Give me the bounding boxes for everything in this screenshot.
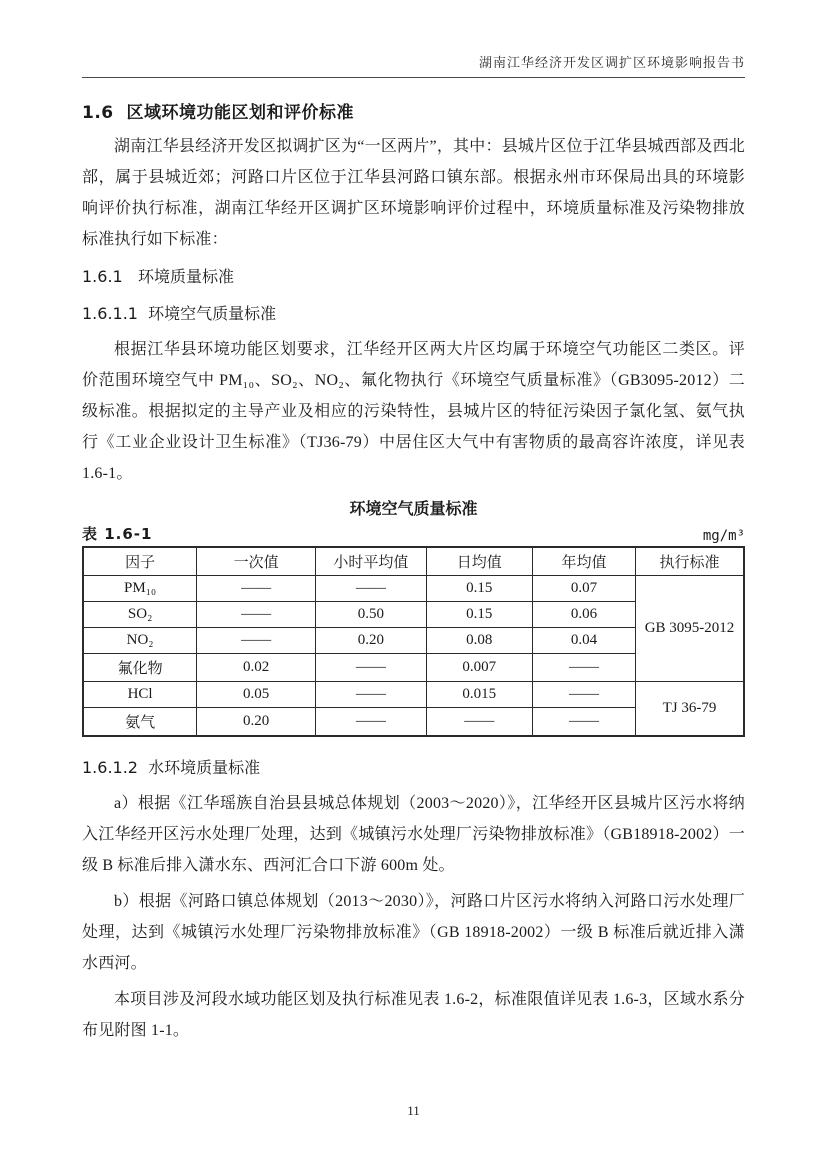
cell-daily-avg: 0.15 <box>426 602 532 628</box>
cell-hourly-avg: 0.20 <box>316 628 426 654</box>
cell-factor: 氨气 <box>83 708 197 737</box>
cell-hourly-avg: —— <box>316 682 426 708</box>
cell-factor: NO₂ <box>83 628 197 654</box>
air-quality-table <box>82 546 745 737</box>
cell-once-value: —— <box>197 602 316 628</box>
subsection-heading-161: 1.6.1 环境质量标准 <box>82 267 234 286</box>
cell-factor: SO₂ <box>83 602 197 628</box>
cell-factor: PM₁₀ <box>83 576 197 602</box>
cell-hourly-avg: —— <box>316 654 426 682</box>
cell-daily-avg: 0.15 <box>426 576 532 602</box>
cell-annual-avg: —— <box>532 654 635 682</box>
col-header-once: 一次值 <box>197 547 316 576</box>
subsection-heading-1612: 1.6.1.2 水环境质量标准 <box>82 758 261 777</box>
cell-daily-avg: —— <box>426 708 532 737</box>
page-body <box>82 100 745 1046</box>
col-header-daily: 日均值 <box>426 547 532 576</box>
cell-once-value: 0.05 <box>197 682 316 708</box>
cell-annual-avg: 0.07 <box>532 576 635 602</box>
cell-standard: TJ 36-79 <box>636 682 744 737</box>
cell-annual-avg: —— <box>532 708 635 737</box>
cell-hourly-avg: —— <box>316 576 426 602</box>
cell-once-value: 0.02 <box>197 654 316 682</box>
cell-factor: 氟化物 <box>83 654 197 682</box>
page-header <box>82 0 745 78</box>
table-row <box>83 576 744 602</box>
section-heading: 1.6 区域环境功能区划和评价标准 <box>82 103 354 123</box>
intro-paragraph: 湖南江华县经济开发区拟调扩区为“一区两片”，其中：县城片区位于江华县城西部及西北部，属于县城近郊；河路口片区位于江华县河路口镇东部。根据永州市环保局出具的环境影响评价执行标准，湖南江华经开区调扩区环境影响评价过程中，环境质量标准及污染物排放标准执行如下标准： <box>82 138 745 248</box>
cell-annual-avg: —— <box>532 682 635 708</box>
cell-once-value: —— <box>197 628 316 654</box>
cell-once-value: —— <box>197 576 316 602</box>
page-number: 11 <box>407 1103 420 1118</box>
cell-standard: GB 3095-2012 <box>636 576 744 682</box>
table-unit: mg/m³ <box>702 528 745 544</box>
closing-paragraph: 本项目涉及河段水域功能区划及执行标准见表 1.6-2，标准限值详见表 1.6-3，区域水系分布见附图 1-1。 <box>82 991 745 1039</box>
cell-daily-avg: 0.08 <box>426 628 532 654</box>
table-caption-row <box>82 523 745 544</box>
col-header-standard: 执行标准 <box>636 547 744 576</box>
water-paragraph-b: b）根据《河路口镇总体规划（2013～2030）》，河路口片区污水将纳入河路口污水处理厂处理，达到《城镇污水处理厂污染物排放标准》（GB 18918-2002）一级 B 标准后就近排入潇水西河。 <box>82 893 745 972</box>
cell-once-value: 0.20 <box>197 708 316 737</box>
cell-hourly-avg: 0.50 <box>316 602 426 628</box>
air-quality-paragraph: 根据江华县环境功能区划要求，江华经开区两大片区均属于环境空气功能区二类区。评价范围环境空气中 PM₁₀、SO₂、NO₂、氟化物执行《环境空气质量标准》（GB3095-2012）二级标准。根据拟定的主导产业及相应的污染特性，县城片区的特征污染因子氯化氢、氨气执行《工业企业设计卫生标准》（TJ36-79）中居住区大气中有害物质的最高容许浓度，详见表 1.6-1。 <box>82 341 745 482</box>
cell-factor: HCl <box>83 682 197 708</box>
water-paragraph-a: a）根据《江华瑶族自治县县城总体规划（2003～2020）》，江华经开区县城片区污水将纳入江华经开区污水处理厂处理，达到《城镇污水处理厂污染物排放标准》（GB18918-2002）一级 B 标准后排入潇水东、西河汇合口下游 600m 处。 <box>82 795 745 874</box>
cell-hourly-avg: —— <box>316 708 426 737</box>
table-row <box>83 682 744 708</box>
air-table-body <box>83 576 744 737</box>
cell-annual-avg: 0.04 <box>532 628 635 654</box>
subsection-heading-1611: 1.6.1.1 环境空气质量标准 <box>82 304 277 323</box>
col-header-factor: 因子 <box>83 547 197 576</box>
table-header-row <box>83 547 744 576</box>
table-title: 环境空气质量标准 <box>349 499 478 518</box>
cell-annual-avg: 0.06 <box>532 602 635 628</box>
cell-daily-avg: 0.015 <box>426 682 532 708</box>
cell-daily-avg: 0.007 <box>426 654 532 682</box>
col-header-annual: 年均值 <box>532 547 635 576</box>
table-label: 表 1.6-1 <box>82 525 153 543</box>
col-header-hourly: 小时平均值 <box>316 547 426 576</box>
header-title: 湖南江华经济开发区调扩区环境影响报告书 <box>478 55 745 70</box>
page-footer <box>0 1103 827 1119</box>
